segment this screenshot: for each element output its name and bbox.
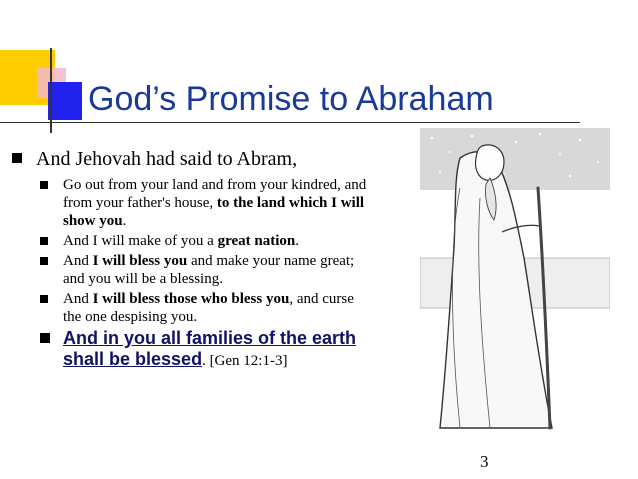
plain-text: , and curse the one despising you. (63, 291, 354, 325)
list-item (40, 252, 370, 288)
list-item-text (63, 177, 366, 229)
list-item-text (63, 291, 354, 325)
title-divider-line (0, 122, 580, 123)
list-item-final (40, 328, 370, 372)
page-number: 3 (480, 452, 489, 471)
list-item-text (63, 253, 354, 287)
decor-vertical-line (50, 48, 52, 133)
sub-bullet-list (40, 176, 370, 374)
emphasis-text: I will bless you (92, 253, 188, 269)
lead-text: And Jehovah had said to Abram, (36, 148, 298, 170)
plain-text: . (295, 233, 299, 249)
lead-bullet (12, 148, 297, 171)
blessing-highlight: And in you all families of the earth shall be blessed (63, 328, 357, 369)
scripture-reference: . [Gen 12:1-3] (202, 353, 288, 369)
plain-text: and make your name great; and you will be a blessing. (63, 253, 355, 287)
bullet-square-icon (40, 237, 48, 245)
bullet-square-icon (40, 257, 48, 265)
emphasis-text: I will bless those who bless you (92, 291, 290, 307)
emphasis-text: to the land which I will show you (63, 195, 365, 229)
bullet-square-icon (40, 181, 48, 189)
bullet-square-icon (40, 295, 48, 303)
plain-text: And (63, 291, 93, 307)
list-item (40, 232, 370, 250)
plain-text: Go out from your land and from your kindred, and from your father's house, (63, 177, 367, 211)
abraham-illustration (420, 128, 610, 438)
decor-blue-square (48, 82, 82, 120)
slide-title: God’s Promise to Abraham (88, 80, 494, 118)
list-item (40, 290, 370, 326)
night-sky (420, 128, 610, 190)
plain-text: And I will make of you a (63, 233, 218, 249)
plain-text: And (63, 253, 93, 269)
bullet-square-icon (40, 333, 50, 343)
emphasis-text: great nation (217, 233, 296, 249)
bullet-square-icon (12, 153, 22, 163)
plain-text: . (122, 213, 127, 229)
list-item (40, 176, 370, 230)
figure-head (475, 145, 504, 180)
list-item-text (63, 233, 299, 249)
